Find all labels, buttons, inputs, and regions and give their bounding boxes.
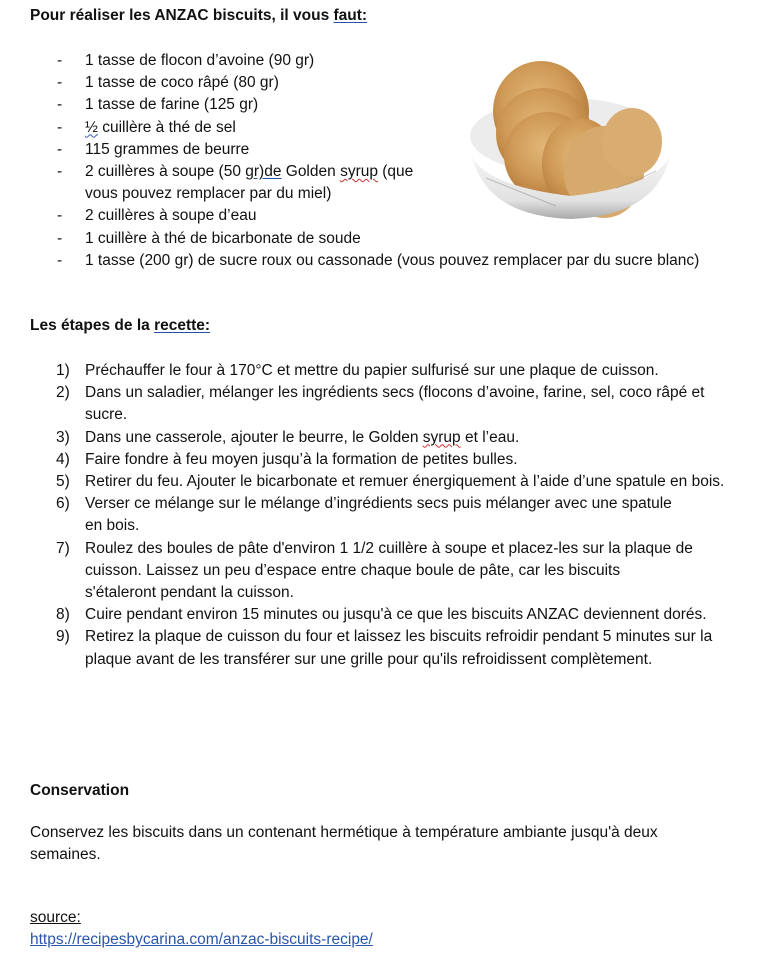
spelling-flagged-word: syrup <box>422 428 461 446</box>
list-item: - ½ cuillère à thé de sel <box>57 118 236 136</box>
source-block <box>30 907 730 951</box>
list-item: - 1 cuillère à thé de bicarbonate de soude <box>57 229 361 247</box>
list-item: 3) Dans une casserole, ajouter le beurre, le Golden syrup et l’eau. <box>56 428 520 446</box>
list-item: - 1 tasse de farine (125 gr) <box>57 96 259 114</box>
list-item: 5) Retirer du feu. Ajouter le bicarbonate et remuer énergiquement à l’aide d’une spatule en bois. <box>56 473 725 491</box>
biscuits-bowl-image <box>466 56 676 224</box>
source-link[interactable]: https://recipesbycarina.com/anzac-biscuits-recipe/ <box>30 931 373 949</box>
list-item: - 1 tasse de coco râpé (80 gr) <box>57 74 279 92</box>
list-item: - 1 tasse (200 gr) de sucre roux ou cassonade (vous pouvez remplacer par du sucre blanc) <box>57 251 700 269</box>
list-item: 4) Faire fondre à feu moyen jusqu’à la formation de petites bulles. <box>56 450 518 468</box>
spelling-flagged-word: syrup <box>340 163 378 181</box>
list-item: 7) Roulez des boules de pâte d'environ 1 1/2 cuillère à soupe et placez-les sur la plaque de cuisson. Laissez un peu d’espace entre chaque boule de pâte, car les biscuits s'étaleront pendant la cuisson. <box>56 539 693 602</box>
conservation-heading: Conservation <box>30 782 130 799</box>
grammar-flagged-word: ½ <box>85 118 98 136</box>
list-item: - 115 grammes de beurre <box>57 140 250 158</box>
steps-heading: Les étapes de la recette: <box>30 317 211 334</box>
list-item: 8) Cuire pendant environ 15 minutes ou jusqu'à ce que les biscuits ANZAC deviennent dorés. <box>56 606 707 624</box>
list-item: - 1 tasse de flocon d’avoine (90 gr) <box>57 52 315 69</box>
biscuits-bowl-illustration <box>466 56 676 224</box>
ingredients-heading: Pour réaliser les ANZAC biscuits, il vous faut: <box>30 7 368 24</box>
list-item: 6) Verser ce mélange sur le mélange d’ingrédients secs puis mélanger avec une spatule en bois. <box>56 495 672 535</box>
source-label: source: <box>30 909 81 926</box>
list-item: 9) Retirez la plaque de cuisson du four et laissez les biscuits refroidir pendant 5 minutes sur la plaque avant de les transférer sur une grille pour qu'ils refroidissent complètement. <box>56 628 713 668</box>
conservation-text: Conservez les biscuits dans un contenant hermétique à température ambiante jusqu'à deux semaines. <box>30 824 658 864</box>
grammar-flagged-word: gr)de <box>245 163 282 181</box>
grammar-flagged-word: faut: <box>333 7 368 24</box>
steps-list <box>0 360 775 671</box>
list-item: 2) Dans un saladier, mélanger les ingrédients secs (flocons d’avoine, farine, sel, coco râpé et sucre. <box>56 384 705 424</box>
list-item: 1) Préchauffer le four à 170°C et mettre du papier sulfurisé sur une plaque de cuisson. <box>56 362 659 379</box>
list-item: - 2 cuillères à soupe (50 gr)de Golden syrup (que vous pouvez remplacer par du miel) <box>57 163 414 203</box>
list-item: - 2 cuillères à soupe d’eau <box>57 207 257 225</box>
grammar-flagged-word: recette: <box>154 317 211 334</box>
